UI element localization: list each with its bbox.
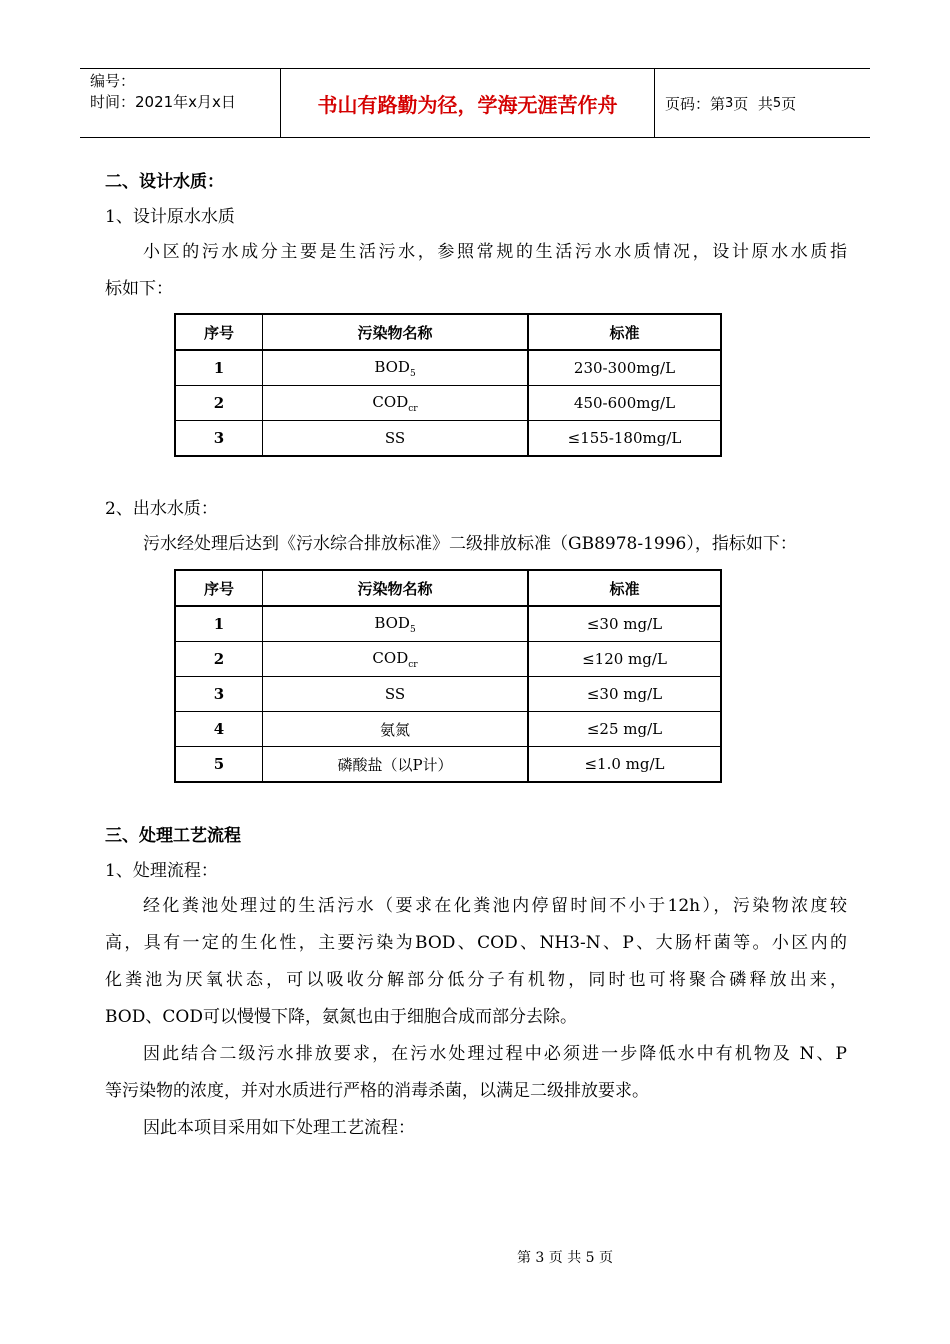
page-number: 3 [725, 95, 734, 111]
document-time-label: 时间：2021年x月x日 [90, 93, 236, 111]
section3-sub1: 1、处理流程： [105, 861, 218, 881]
page-total: 5 [772, 95, 782, 111]
cell-name [263, 642, 529, 677]
para-line: 小区的污水成分主要是生活污水，参照常规的生活污水水质情况，设计原水水质指 [143, 242, 847, 262]
section3-heading: 三、处理工艺流程 [105, 826, 241, 846]
col-header-no: 序号 [175, 570, 263, 606]
pollutant-name: COD [372, 648, 409, 667]
table-row [175, 747, 721, 783]
cell-no: 1 [175, 350, 263, 386]
cell-no: 4 [175, 712, 263, 747]
page-mid: 页 共 [733, 94, 773, 113]
section3-para1 [105, 888, 847, 1036]
pollutant-name: BOD [374, 613, 410, 632]
cell-name [263, 606, 529, 642]
page-footer: 第 3 页 共 5 页 [516, 1250, 614, 1266]
pollutant-name: COD [372, 392, 409, 411]
section2-para2 [105, 526, 847, 563]
cell-standard: 230-300mg/L [528, 350, 721, 386]
effluent-quality-table [174, 569, 722, 783]
cell-name [263, 350, 529, 386]
table-row [175, 677, 721, 712]
raw-water-quality-table [174, 313, 722, 457]
pollutant-name: BOD [374, 357, 410, 376]
para-line: 因此结合二级污水排放要求，在污水处理过程中必须进一步降低水中有机物及 N、P [143, 1044, 847, 1064]
cell-no: 3 [175, 677, 263, 712]
section2-sub1: 1、设计原水水质 [105, 207, 235, 227]
col-header-name: 污染物名称 [263, 314, 529, 350]
table-row [175, 350, 721, 386]
pollutant-subscript: 5 [409, 624, 416, 635]
cell-standard: ≤120 mg/L [528, 642, 721, 677]
cell-standard: ≤30 mg/L [528, 677, 721, 712]
para-line: 高，具有一定的生化性，主要污染为BOD、COD、NH3-N、P、大肠杆菌等。小区内的 [105, 933, 847, 953]
section2-para1 [105, 234, 847, 308]
cell-name: 氨氮 [263, 712, 529, 747]
col-header-name: 污染物名称 [263, 570, 529, 606]
section3-para2 [105, 1036, 847, 1110]
cell-name: SS [263, 677, 529, 712]
section3-para3 [105, 1110, 847, 1147]
cell-standard: ≤1.0 mg/L [528, 747, 721, 783]
table-row [175, 421, 721, 457]
table-row [175, 712, 721, 747]
col-header-standard: 标准 [528, 570, 721, 606]
cell-name [263, 421, 529, 457]
cell-name [263, 386, 529, 421]
table-row [175, 642, 721, 677]
table-header-row [175, 314, 721, 350]
pollutant-subscript: cr [408, 659, 418, 670]
para-line: 污水经处理后达到《污水综合排放标准》二级排放标准（GB8978-1996），指标如下： [143, 534, 797, 554]
cell-standard: ≤25 mg/L [528, 712, 721, 747]
cell-no: 3 [175, 421, 263, 457]
table-header-row [175, 570, 721, 606]
col-header-standard: 标准 [528, 314, 721, 350]
header-motto: 书山有路勤为径，学海无涯苦作舟 [281, 69, 655, 137]
cell-no: 2 [175, 386, 263, 421]
cell-no: 1 [175, 606, 263, 642]
cell-no: 5 [175, 747, 263, 783]
col-header-no: 序号 [175, 314, 263, 350]
header-meta [80, 69, 281, 137]
section2-heading: 二、设计水质： [105, 172, 224, 192]
cell-standard: 450-600mg/L [528, 386, 721, 421]
para-line: 经化粪池处理过的生活污水（要求在化粪池内停留时间不小于12h），污染物浓度较 [143, 896, 847, 916]
document-number-label: 编号： [90, 72, 136, 90]
page-header [80, 68, 870, 138]
table-row [175, 606, 721, 642]
section2-sub2: 2、出水水质： [105, 499, 218, 519]
cell-standard: ≤155-180mg/L [528, 421, 721, 457]
cell-name: 磷酸盐（以P计） [263, 747, 529, 783]
page-prefix: 页码：第 [665, 94, 726, 113]
page-suffix: 页 [781, 94, 797, 113]
pollutant-name: SS [384, 429, 406, 447]
cell-standard: ≤30 mg/L [528, 606, 721, 642]
pollutant-subscript: 5 [409, 368, 416, 379]
cell-no: 2 [175, 642, 263, 677]
para-line: 因此本项目采用如下处理工艺流程： [143, 1118, 415, 1138]
para-line: 化粪池为厌氧状态，可以吸收分解部分低分子有机物，同时也可将聚合磷释放出来， [105, 970, 847, 990]
header-page-info [655, 69, 870, 137]
para-line: BOD、COD可以慢慢下降，氨氮也由于细胞合成而部分去除。 [105, 1007, 577, 1027]
pollutant-subscript: cr [408, 403, 418, 414]
table-row [175, 386, 721, 421]
para-line: 标如下： [105, 279, 173, 299]
para-line: 等污染物的浓度，并对水质进行严格的消毒杀菌，以满足二级排放要求。 [105, 1081, 649, 1101]
